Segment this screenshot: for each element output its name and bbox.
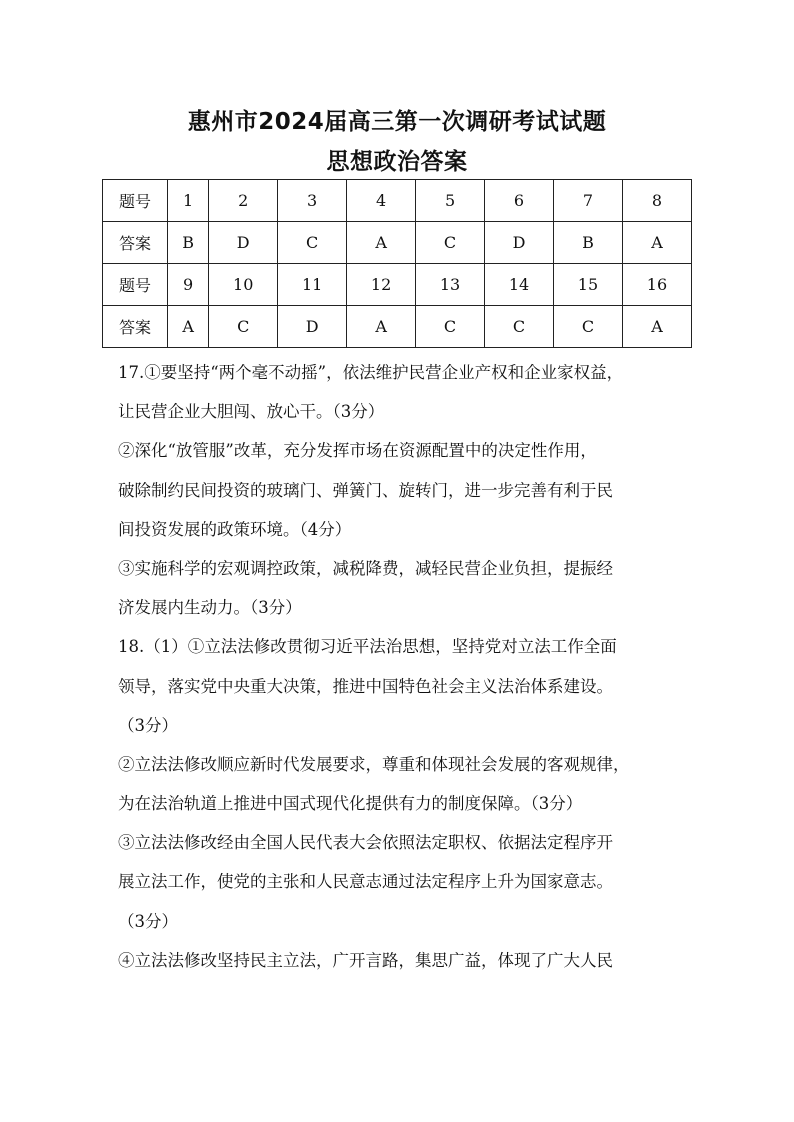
table-cell: 9 — [168, 264, 209, 306]
table-cell: 11 — [278, 264, 347, 306]
document-title: 惠州市2024届高三第一次调研考试试题 — [187, 109, 607, 135]
table-cell: 16 — [622, 264, 691, 306]
text-line: 间投资发展的政策环境。（4分） — [118, 519, 352, 539]
table-cell: 7 — [553, 180, 622, 222]
text-line: ③实施科学的宏观调控政策，减税降费，减轻民营企业负担，提振经 — [118, 558, 613, 578]
answer-table — [102, 179, 692, 348]
row-label: 题号 — [103, 264, 168, 306]
table-cell: C — [553, 306, 622, 348]
text-line: 展立法工作，使党的主张和人民意志通过法定程序上升为国家意志。 — [118, 872, 613, 892]
text-line: ②立法法修改顺应新时代发展要求，尊重和体现社会发展的客观规律， — [118, 754, 630, 774]
table-cell: A — [622, 306, 691, 348]
text-line: 17.①要坚持“两个毫不动摇”，依法维护民营企业产权和企业家权益， — [118, 363, 624, 382]
table-cell: 3 — [278, 180, 347, 222]
table-cell: C — [416, 306, 485, 348]
table-cell: 12 — [347, 264, 416, 306]
table-cell: D — [485, 222, 554, 264]
table-row — [103, 306, 692, 348]
table-cell: B — [553, 222, 622, 264]
table-cell: 1 — [168, 180, 209, 222]
table-cell: D — [209, 222, 278, 264]
table-cell: 5 — [416, 180, 485, 222]
table-cell: 6 — [485, 180, 554, 222]
table-cell: C — [209, 306, 278, 348]
table-cell: 13 — [416, 264, 485, 306]
table-cell: 15 — [553, 264, 622, 306]
row-label: 答案 — [103, 222, 168, 264]
row-label: 题号 — [103, 180, 168, 222]
text-line: 领导，落实党中央重大决策，推进中国特色社会主义法治体系建设。 — [118, 676, 613, 696]
table-cell: A — [347, 306, 416, 348]
table-cell: D — [278, 306, 347, 348]
table-cell: A — [168, 306, 209, 348]
answer-text — [118, 353, 698, 980]
table-cell: 4 — [347, 180, 416, 222]
text-line: 破除制约民间投资的玻璃门、弹簧门、旋转门，进一步完善有利于民 — [118, 480, 613, 500]
table-cell: A — [347, 222, 416, 264]
table-cell: B — [168, 222, 209, 264]
table-cell: 14 — [485, 264, 554, 306]
text-line: （3分） — [118, 715, 178, 735]
table-cell: 8 — [622, 180, 691, 222]
text-line: （3分） — [118, 911, 178, 931]
text-line: ③立法法修改经由全国人民代表大会依照法定职权、依据法定程序开 — [118, 833, 613, 853]
table-row — [103, 264, 692, 306]
table-cell: 10 — [209, 264, 278, 306]
text-line: 济发展内生动力。（3分） — [118, 598, 302, 618]
table-cell: C — [485, 306, 554, 348]
row-label: 答案 — [103, 306, 168, 348]
table-cell: C — [416, 222, 485, 264]
text-line: 为在法治轨道上推进中国式现代化提供有力的制度保障。（3分） — [118, 794, 583, 814]
text-line: ②深化“放管服”改革，充分发挥市场在资源配置中的决定性作用， — [118, 441, 597, 461]
table-cell: A — [622, 222, 691, 264]
text-line: ④立法法修改坚持民主立法，广开言路，集思广益，体现了广大人民 — [118, 950, 613, 970]
table-cell: C — [278, 222, 347, 264]
document-subtitle: 思想政治答案 — [326, 149, 468, 175]
text-line: 18.（1）①立法法修改贯彻习近平法治思想，坚持党对立法工作全面 — [118, 637, 617, 657]
table-row — [103, 222, 692, 264]
table-row — [103, 180, 692, 222]
table-cell: 2 — [209, 180, 278, 222]
text-line: 让民营企业大胆闯、放心干。（3分） — [118, 402, 385, 422]
